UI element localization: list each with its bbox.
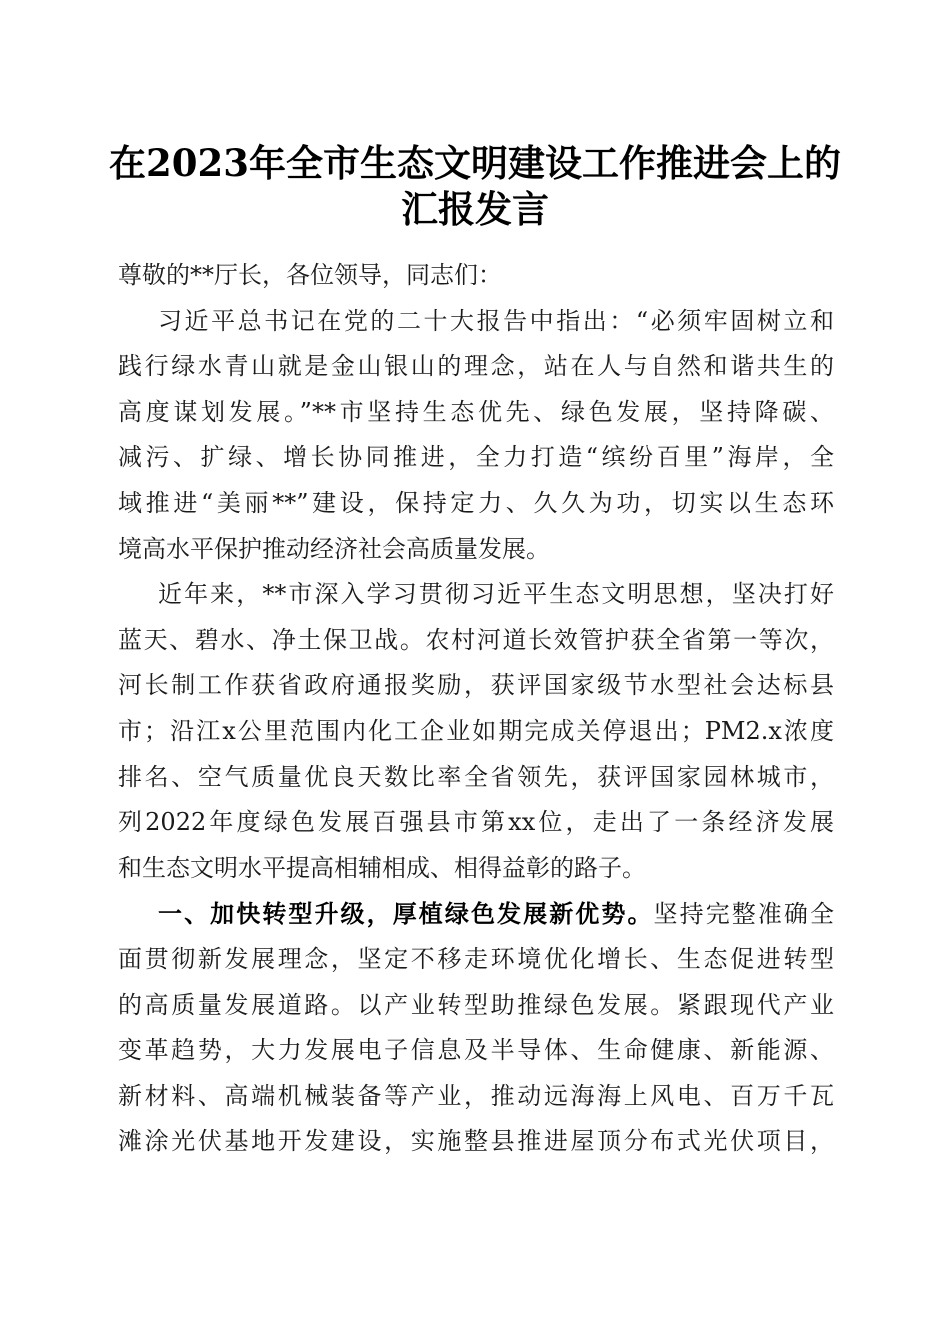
text-line: 境高水平保护推动经济社会高质量发展。	[118, 534, 550, 563]
title-line-1: 在2023年全市生态文明建设工作推进会上的	[109, 141, 841, 185]
text-line: 域推进“美丽**”建设，保持定力、久久为功，切实以生态环	[118, 488, 834, 517]
text-line: 的高质量发展道路。以产业转型助推绿色发展。紧跟现代产业	[118, 990, 834, 1019]
paragraph-2	[118, 572, 834, 891]
text-line: 减污、扩绿、增长协同推进，全力打造“缤纷百里”海岸，全	[118, 443, 834, 472]
text-line: 市；沿江x公里范围内化工企业如期完成关停退出；PM2.x浓度	[118, 716, 834, 745]
text-line: 排名、空气质量优良天数比率全省领先，获评国家园林城市，	[118, 762, 834, 791]
text-line: 蓝天、碧水、净土保卫战。农村河道长效管护获全省第一等次，	[118, 625, 834, 654]
title-line-2: 汇报发言	[401, 187, 549, 231]
text-line	[118, 891, 834, 937]
paragraph-3	[118, 891, 834, 1165]
text-line: 变革趋势，大力发展电子信息及半导体、生命健康、新能源、	[118, 1036, 834, 1065]
paragraph-1	[118, 299, 834, 573]
document-body	[118, 253, 834, 1165]
text-line: 高度谋划发展。”**市坚持生态优先、绿色发展，坚持降碳、	[118, 397, 834, 426]
text-line: 习近平总书记在党的二十大报告中指出：“必须牢固树立和	[158, 306, 834, 335]
text-line: 滩涂光伏基地开发建设，实施整县推进屋顶分布式光伏项目，	[118, 1127, 834, 1156]
text-line: 面贯彻新发展理念，坚定不移走环境优化增长、生态促进转型	[118, 944, 834, 973]
text-line: 践行绿水青山就是金山银山的理念，站在人与自然和谐共生的	[118, 352, 834, 381]
text-line: 和生态文明水平提高相辅相成、相得益彰的路子。	[118, 853, 646, 882]
heading-tail-text: 坚持完整准确全	[653, 900, 835, 929]
text-line: 新材料、高端机械装备等产业，推动远海海上风电、百万千瓦	[118, 1081, 834, 1110]
salutation	[118, 253, 834, 299]
text-line: 河长制工作获省政府通报奖励，获评国家级节水型社会达标县	[118, 671, 834, 700]
text-line: 列2022年度绿色发展百强县市第xx位，走出了一条经济发展	[118, 808, 834, 837]
section-heading: 一、加快转型升级，厚植绿色发展新优势。	[158, 899, 654, 929]
salutation-line: 尊敬的**厅长，各位领导，同志们：	[118, 261, 502, 289]
document-title	[100, 140, 850, 232]
text-line: 近年来，**市深入学习贯彻习近平生态文明思想，坚决打好	[158, 580, 834, 609]
